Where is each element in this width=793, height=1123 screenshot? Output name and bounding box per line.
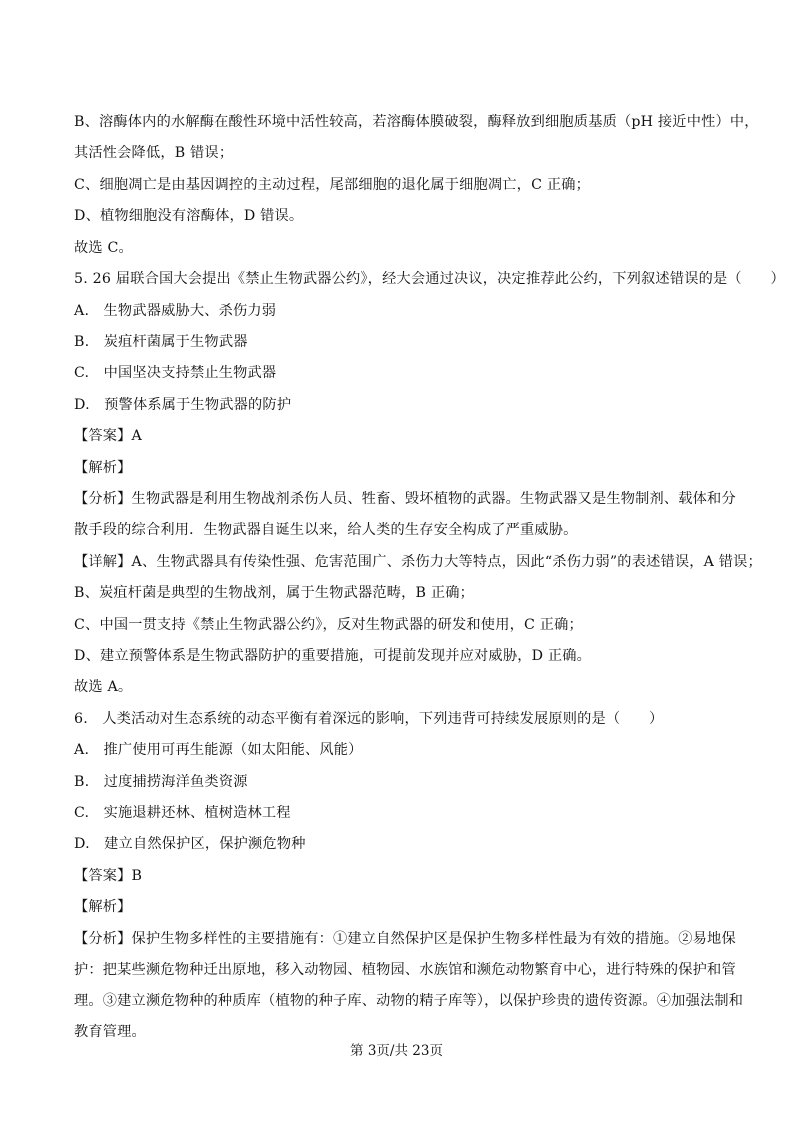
text-line: C、中国一贯支持《禁止生物武器公约》，反对生物武器的研发和使用，C 正确； xyxy=(74,617,583,633)
page-number-footer: 第 3页/共 23页 xyxy=(350,1043,443,1059)
question-6-option-d: D. 建立自然保护区，保护濒危物种 xyxy=(74,836,306,852)
question-6-stem: 6. 人类活动对生态系统的动态平衡有着深远的影响，下列违背可持续发展原则的是（ ） xyxy=(74,711,664,727)
text-line: 其活性会降低，B 错误； xyxy=(74,145,234,161)
question-6-option-c: C. 实施退耕还林、植树造林工程 xyxy=(74,805,291,821)
text-line: 理。③建立濒危物种的种质库（植物的种子库、动物的精子库等），以保护珍贵的遗传资源。④加强法制和 xyxy=(74,993,744,1009)
text-line: 故选 C。 xyxy=(74,240,133,256)
question-6-option-b: B. 过度捕捞海洋鱼类资源 xyxy=(74,774,248,790)
text-line: B、溶酶体内的水解酶在酸性环境中活性较高，若溶酶体膜破裂，酶释放到细胞质基质（pH 接近中性）中， xyxy=(74,114,759,130)
text-line: 【分析】生物武器是利用生物战剂杀伤人员、牲畜、毁坏植物的武器。生物武器又是生物制剂、载体和分 xyxy=(74,491,736,507)
question-5-stem: 5. 26 届联合国大会提出《禁止生物武器公约》，经大会通过决议，决定推荐此公约，下列叙述错误的是（ ） xyxy=(74,271,785,287)
text-line: 【详解】A、生物武器具有传染性强、危害范围广、杀伤力大等特点，因此“杀伤力弱”的表述错误，A 错误； xyxy=(74,554,762,570)
question-6-option-a: A. 推广使用可再生能源（如太阳能、风能） xyxy=(74,742,363,758)
text-line: B、炭疽杆菌是典型的生物战剂，属于生物武器范畴，B 正确； xyxy=(74,585,475,601)
question-5-option-b: B. 炭疽杆菌属于生物武器 xyxy=(74,334,248,350)
text-line: 护：把某些濒危物种迁出原地，移入动物园、植物园、水族馆和濒危动物繁育中心，进行特殊的保护和管 xyxy=(74,962,736,978)
answer-label: 【答案】B xyxy=(74,868,143,884)
text-line: 【分析】保护生物多样性的主要措施有：①建立自然保护区是保护生物多样性最为有效的措施。②易地保 xyxy=(74,931,736,947)
text-line: 教育管理。 xyxy=(74,1024,146,1040)
answer-label: 【答案】A xyxy=(74,428,142,444)
question-5-option-a: A. 生物武器威胁大、杀伤力弱 xyxy=(74,303,277,319)
text-line: D、建立预警体系是生物武器防护的重要措施，可提前发现并应对威胁，D 正确。 xyxy=(74,648,592,664)
text-line: D、植物细胞没有溶酶体，D 错误。 xyxy=(74,208,304,224)
analysis-label: 【解析】 xyxy=(74,460,132,476)
text-line: C、细胞凋亡是由基因调控的主动过程，尾部细胞的退化属于细胞凋亡，C 正确； xyxy=(74,177,590,193)
text-line: 散手段的综合利用．生物武器自诞生以来，给人类的生存安全构成了严重威胁。 xyxy=(74,522,578,538)
question-5-option-d: D. 预警体系属于生物武器的防护 xyxy=(74,397,292,413)
text-line: 故选 A。 xyxy=(74,679,133,695)
analysis-label: 【解析】 xyxy=(74,899,132,915)
question-5-option-c: C. 中国坚决支持禁止生物武器 xyxy=(74,365,277,381)
